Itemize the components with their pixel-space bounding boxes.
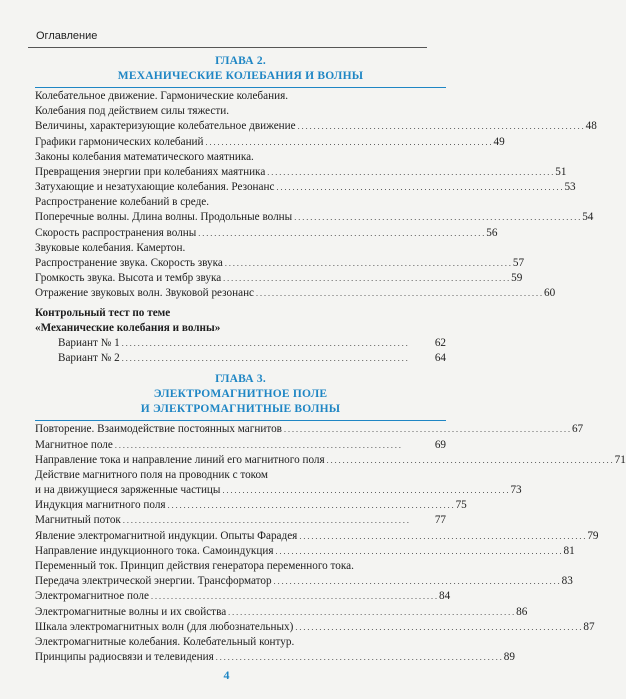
toc-entry [35, 119, 597, 134]
toc-entry [35, 574, 573, 589]
toc-entry-page: 83 [561, 575, 573, 588]
toc-entry-title: Электромагнитное поле [35, 590, 149, 603]
toc-entry [35, 150, 446, 165]
dot-leader [276, 180, 562, 195]
toc-entry-title: Поперечные волны. Длина волны. Продольные волны [35, 211, 293, 224]
toc-entry-title: Передача электрической энергии. Трансформатор [35, 575, 272, 588]
chapter-title-line2: И ЭЛЕКТРОМАГНИТНЫЕ ВОЛНЫ [140, 403, 341, 416]
dot-leader [295, 620, 581, 635]
toc-entry-title: Колебательное движение. Гармонические колебания. [35, 89, 289, 102]
toc-entry [35, 211, 594, 226]
toc-entry-page: 53 [564, 181, 576, 194]
dot-leader [294, 210, 580, 225]
toc-entry [35, 241, 446, 256]
dot-leader [206, 135, 492, 150]
toc-entry-title: Скорость распространения волны [35, 226, 197, 239]
toc-entry-title: Переменный ток. Принцип действия генератора переменного тока. [35, 560, 354, 573]
dot-leader [327, 453, 613, 468]
toc-entry [35, 89, 446, 104]
toc-entry [35, 226, 498, 241]
toc-entry-page: 56 [486, 226, 498, 239]
toc-entry-page: 62 [434, 336, 446, 349]
toc-entry [35, 422, 584, 437]
toc-entry-page: 73 [510, 484, 522, 497]
toc-entry-title: Величины, характеризующие колебательное движение [35, 120, 296, 133]
toc-entry [35, 559, 446, 574]
chapter-2-entries [35, 89, 597, 302]
toc-entry-title: Индукция магнитного поля [35, 499, 166, 512]
toc-entry [35, 104, 446, 119]
toc-entry-page: 67 [571, 423, 584, 436]
dot-leader [223, 271, 509, 286]
toc-entry-page: 54 [582, 211, 594, 224]
dot-leader [122, 351, 433, 366]
toc-entry [35, 498, 467, 513]
toc-entry-page: 89 [503, 651, 515, 664]
toc-entry [35, 650, 515, 665]
test-title-line1: Контрольный тест по теме [35, 306, 171, 319]
dot-leader [122, 336, 433, 351]
dot-leader [216, 650, 502, 665]
toc-entry-title: Законы колебания математического маятника. [35, 150, 254, 163]
toc-entry [35, 135, 505, 150]
toc-entry [35, 336, 446, 351]
toc-entry-title: Превращения энергии при колебаниях маятника [35, 165, 266, 178]
table-of-contents [35, 54, 626, 665]
chapter-label: ГЛАВА 3. [215, 373, 266, 386]
toc-entry [35, 453, 626, 468]
toc-entry-title: Затухающие и незатухающие колебания. Резонанс [35, 181, 275, 194]
toc-entry [35, 589, 451, 604]
toc-entry-title: Графики гармонических колебаний [35, 135, 204, 148]
dot-leader [115, 438, 433, 453]
dot-leader [299, 529, 585, 544]
dot-leader [298, 119, 584, 134]
dot-leader [228, 605, 514, 620]
chapter-heading-3 [35, 372, 446, 417]
toc-entry [35, 195, 446, 210]
toc-entry [35, 483, 522, 498]
toc-entry-title: и на движущиеся заряженные частицы [35, 484, 221, 497]
toc-entry-title: Звуковые колебания. Камертон. [35, 241, 186, 254]
toc-entry-page: 64 [434, 352, 446, 365]
toc-entry-page: 69 [434, 438, 446, 451]
toc-entry [35, 165, 567, 180]
toc-entry-page: 71 [614, 453, 626, 466]
toc-entry-title: Распространение колебаний в среде. [35, 196, 210, 209]
dot-leader [123, 513, 433, 528]
chapter-label: ГЛАВА 2. [215, 55, 266, 67]
toc-entry-page: 48 [585, 120, 597, 133]
toc-entry-title: Электромагнитные волны и их свойства [35, 605, 227, 618]
dot-leader [168, 498, 454, 513]
chapter-divider [35, 87, 446, 88]
toc-entry-title: Вариант № 1 [58, 336, 120, 349]
toc-entry-title: Магнитный поток [35, 514, 121, 527]
dot-leader [222, 483, 508, 498]
toc-entry-page: 75 [455, 499, 467, 512]
toc-entry-title: Отражение звуковых волн. Звуковой резонанс [35, 287, 255, 300]
header-divider [28, 47, 427, 48]
toc-entry-title: Вариант № 2 [58, 352, 120, 365]
toc-entry-title: Громкость звука. Высота и тембр звука [35, 272, 222, 285]
toc-entry-page: 84 [438, 590, 451, 603]
toc-entry [35, 286, 556, 301]
toc-entry [35, 271, 523, 286]
page-number: 4 [223, 668, 230, 682]
toc-entry-title: Колебания под действием силы тяжести. [35, 105, 230, 118]
dot-leader [267, 165, 553, 180]
toc-entry [35, 620, 595, 635]
toc-entry-title: Принципы радиосвязи и телевидения [35, 651, 214, 664]
chapter-3-entries [35, 422, 626, 665]
toc-entry [35, 351, 446, 366]
dot-leader [275, 544, 561, 559]
toc-entry-title: Явление электромагнитной индукции. Опыты Фарадея [35, 529, 298, 542]
toc-entry-page: 79 [587, 529, 599, 542]
toc-entry-title: Электромагнитные колебания. Колебательный контур. [35, 635, 295, 648]
toc-entry [35, 438, 446, 453]
dot-leader [274, 574, 560, 589]
toc-entry [35, 635, 446, 650]
dot-leader [256, 286, 542, 301]
toc-entry [35, 514, 446, 529]
toc-entry-page: 77 [434, 514, 446, 527]
toc-entry-title: Распространение звука. Скорость звука [35, 257, 223, 270]
toc-entry-title: Действие магнитного поля на проводник с током [35, 468, 268, 481]
toc-entry-page: 81 [563, 544, 575, 557]
running-header: Оглавление [36, 30, 98, 42]
toc-entry-page: 86 [516, 605, 528, 618]
dot-leader [151, 589, 437, 604]
toc-entry-title: Повторение. Взаимодействие постоянных магнитов [35, 423, 282, 436]
dot-leader [225, 256, 511, 271]
toc-entry [35, 529, 599, 544]
dot-leader [284, 422, 570, 437]
toc-entry-page: 60 [544, 287, 556, 300]
toc-entry-title: Направление индукционного тока. Самоиндукция [35, 544, 274, 557]
toc-entry-title: Шкала электромагнитных волн (для любознательных) [35, 620, 294, 633]
toc-entry [35, 468, 446, 483]
toc-entry-page: 49 [493, 135, 505, 148]
toc-entry [35, 256, 525, 271]
toc-entry-page: 57 [512, 257, 525, 270]
toc-entry [35, 180, 576, 195]
toc-entry [35, 544, 575, 559]
chapter-title: МЕХАНИЧЕСКИЕ КОЛЕБАНИЯ И ВОЛНЫ [117, 70, 364, 82]
chapter-heading-2 [35, 54, 446, 84]
chapter-divider [35, 420, 446, 421]
toc-entry-page: 59 [511, 272, 523, 285]
test-variants [35, 336, 446, 366]
toc-entry [35, 605, 528, 620]
toc-entry-page: 87 [583, 620, 595, 633]
chapter-title-line1: ЭЛЕКТРОМАГНИТНОЕ ПОЛЕ [153, 388, 328, 401]
toc-entry-title: Магнитное поле [35, 438, 113, 451]
dot-leader [198, 226, 484, 241]
test-title-line2: «Механические колебания и волны» [35, 321, 221, 334]
toc-entry-title: Направление тока и направление линий его магнитного поля [35, 453, 325, 466]
toc-entry-page: 51 [555, 165, 567, 178]
